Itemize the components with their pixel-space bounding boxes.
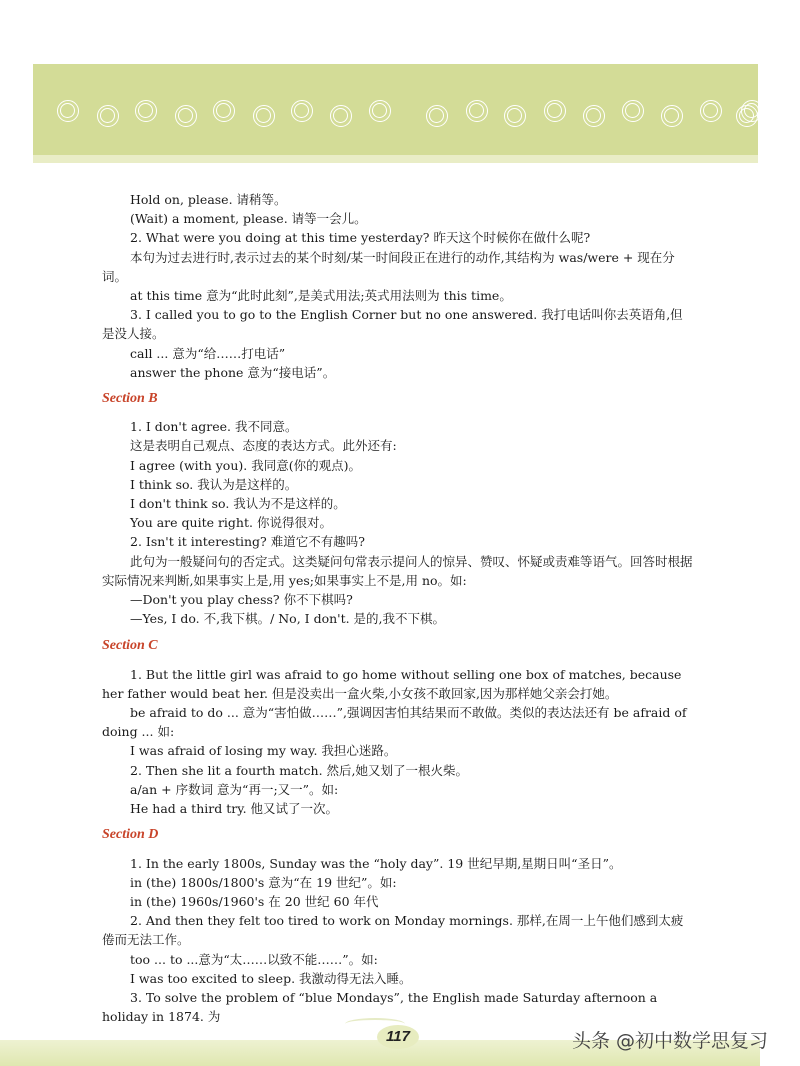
section-d-heading: Section D	[102, 827, 159, 843]
note-line: in (the) 1800s/1800's 意为“在 19 世纪”。如:	[130, 874, 397, 890]
note-line: 2. Isn't it interesting? 难道它不有趣吗?	[130, 534, 365, 550]
note-line: 3. I called you to go to the English Corner but no one answered. 我打电话叫你去英语角,但是没人接。	[102, 307, 683, 342]
note-line: I was afraid of losing my way. 我担心迷路。	[130, 743, 397, 759]
note-line: (Wait) a moment, please. 请等一会儿。	[130, 211, 367, 227]
ring-ornament	[57, 100, 79, 122]
note-line: 1. In the early 1800s, Sunday was the “holy day”. 19 世纪早期,星期日叫“圣日”。	[130, 855, 622, 871]
note-line: 3. To solve the problem of “blue Mondays”, the English made Saturday afternoon a holiday in 1874. 为	[102, 989, 658, 1025]
note-line: answer the phone 意为“接电话”。	[130, 364, 336, 380]
ring-ornament	[622, 100, 644, 122]
note-line: in (the) 1960s/1960's 在 20 世纪 60 年代	[130, 893, 379, 909]
note-line: 2. And then they felt too tired to work on Monday mornings. 那样,在周一上午他们感到太疲倦而无法工作。	[102, 913, 684, 948]
ring-ornament	[175, 105, 197, 127]
watermark: 头条 @初中数学思复习	[572, 1030, 769, 1052]
note-line: I don't think so. 我认为不是这样的。	[130, 496, 346, 512]
section-c-notes	[102, 665, 694, 819]
note-line: 此句为一般疑问句的否定式。这类疑问句常表示提问人的惊异、赞叹、怀疑或责难等语气。回答时根据实际情况来判断,如果事实上是,用 yes;如果事实上不是,用 no。如:	[102, 553, 693, 588]
ring-ornament	[661, 105, 683, 127]
note-line: —Yes, I do. 不,我下棋。/ No, I don't. 是的,我不下棋。	[130, 611, 446, 627]
ring-ornament	[504, 105, 526, 127]
note-line: 2. Then she lit a fourth match. 然后,她又划了一根火柴。	[130, 762, 468, 778]
note-line: 本句为过去进行时,表示过去的某个时刻/某一时间段正在进行的动作,其结构为 was/were + 现在分词。	[102, 249, 675, 284]
note-line: 1. But the little girl was afraid to go home without selling one box of matches, because her father would beat her. 但是没卖出一盒火柴,小女孩不敢回家,因为那样她父亲会打她。	[102, 666, 682, 701]
page-number: 117	[377, 1025, 419, 1049]
note-line: He had a third try. 他又试了一次。	[130, 801, 339, 817]
ring-ornament	[213, 100, 235, 122]
note-line: too ... to ...意为“太……以致不能……”。如:	[130, 951, 378, 967]
note-line: call ... 意为“给……打电话”	[130, 345, 286, 361]
ring-ornament	[135, 100, 157, 122]
note-line: be afraid to do ... 意为“害怕做……”,强调因害怕其结果而不敢做。类似的表达法还有 be afraid of doing ... 如:	[102, 705, 687, 740]
note-line: I agree (with you). 我同意(你的观点)。	[130, 457, 361, 473]
note-line: I was too excited to sleep. 我激动得无法入睡。	[130, 970, 412, 986]
ring-ornament	[466, 100, 488, 122]
note-line: 2. What were you doing at this time yesterday? 昨天这个时候你在做什么呢?	[130, 230, 591, 246]
header-banner	[33, 64, 758, 155]
ring-ornament	[253, 105, 275, 127]
note-line: I think so. 我认为是这样的。	[130, 476, 298, 492]
section-c-heading: Section C	[102, 638, 158, 654]
note-line: Hold on, please. 请稍等。	[130, 192, 287, 207]
note-line: at this time 意为“此时此刻”,是美式用法;英式用法则为 this time。	[130, 288, 512, 304]
ring-ornament	[426, 105, 448, 127]
section-a-notes	[102, 190, 694, 382]
section-b-notes	[102, 417, 694, 628]
note-line: 1. I don't agree. 我不同意。	[130, 419, 298, 435]
ring-ornament	[544, 100, 566, 122]
note-line: a/an + 序数词 意为“再一;又一”。如:	[130, 781, 339, 797]
ring-ornament	[741, 100, 763, 122]
ring-ornament	[369, 100, 391, 122]
ring-ornament	[330, 105, 352, 127]
ring-ornament	[700, 100, 722, 122]
note-line: 这是表明自己观点、态度的表达方式。此外还有:	[130, 438, 397, 454]
ring-ornament	[583, 105, 605, 127]
ring-ornament	[291, 100, 313, 122]
header-banner-strip	[33, 155, 758, 163]
section-b-heading: Section B	[102, 391, 158, 407]
note-line: You are quite right. 你说得很对。	[130, 515, 332, 531]
section-d-notes	[102, 854, 694, 1027]
page-content	[102, 190, 694, 1026]
note-line: —Don't you play chess? 你不下棋吗?	[130, 592, 353, 608]
ring-ornament	[97, 105, 119, 127]
